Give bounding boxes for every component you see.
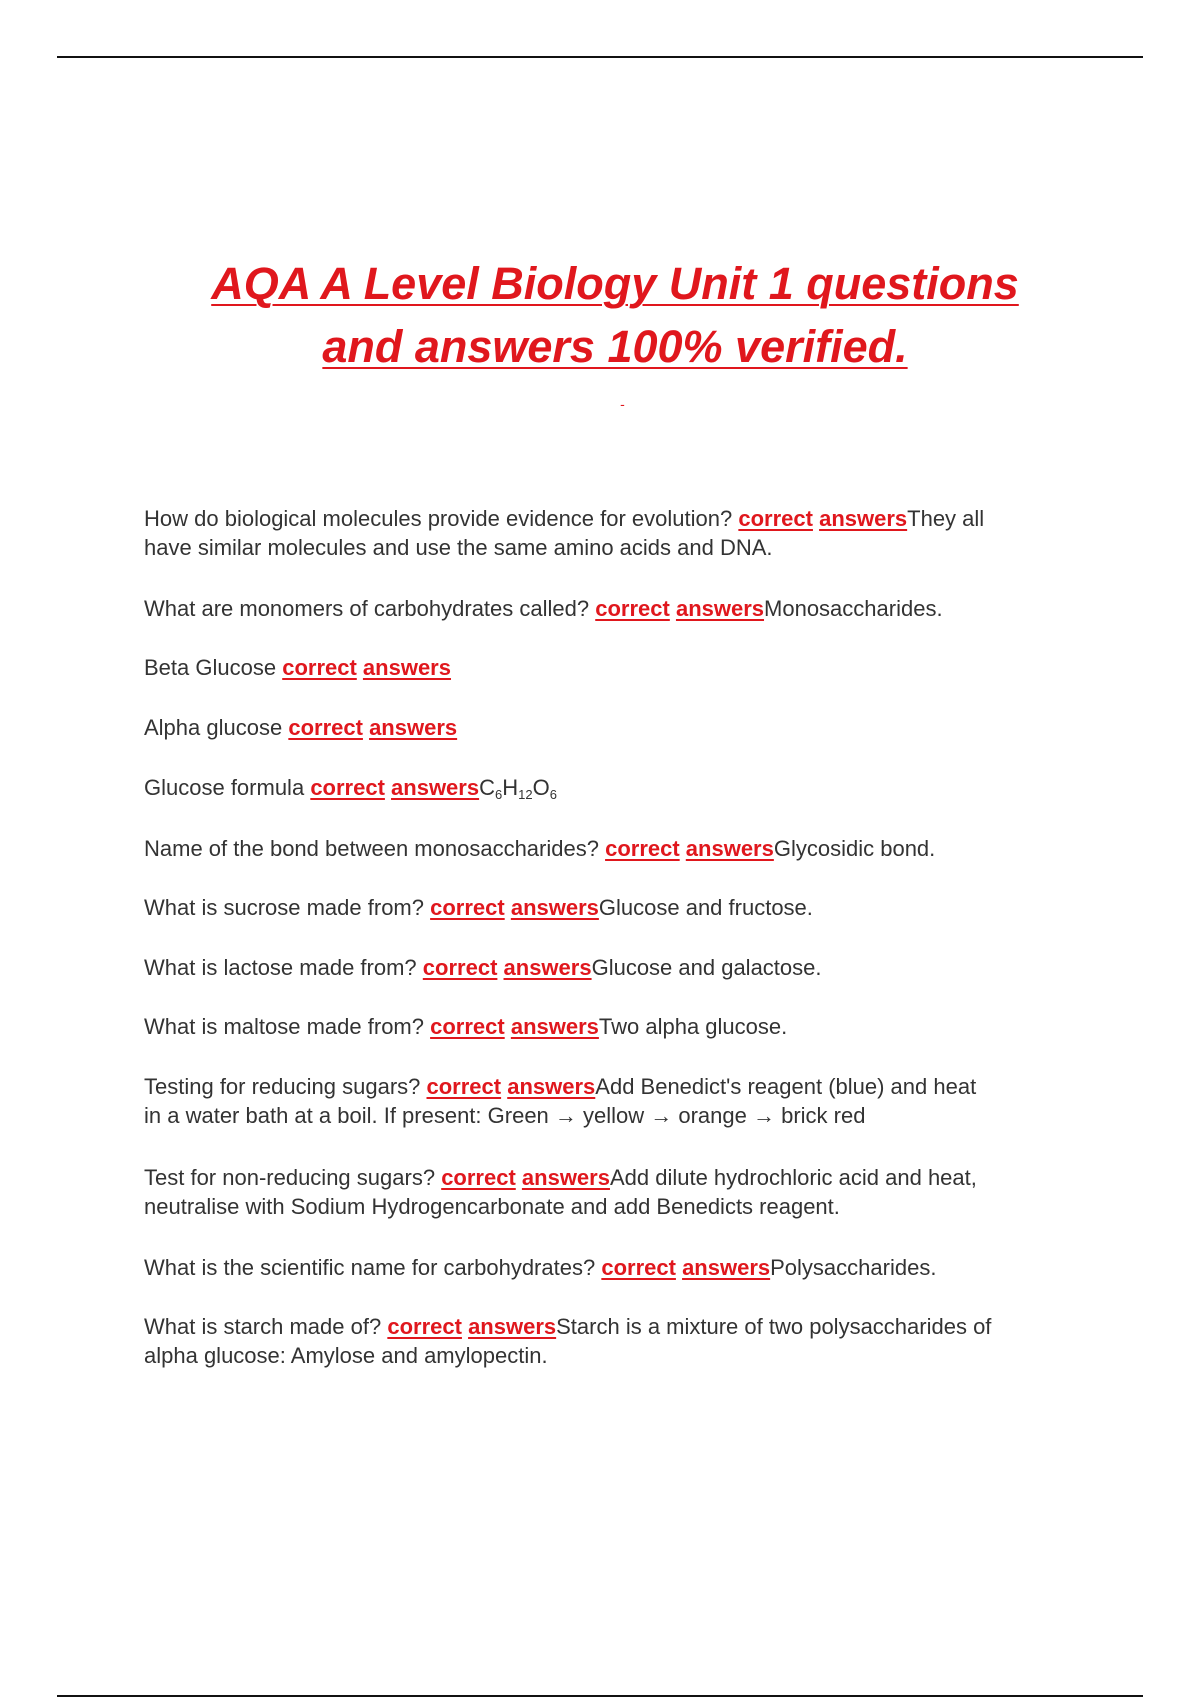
marker-answers: answers: [685, 836, 774, 861]
question-text: What is sucrose made from?: [144, 895, 424, 920]
marker-answers: answers: [682, 1255, 771, 1280]
marker-answers: answers: [510, 895, 599, 920]
marker-answers: answers: [819, 506, 908, 531]
answer-text: Starch is a mixture of two polysaccharides of: [556, 1314, 992, 1339]
glucose-formula: $C_6H_{12}O_6$: [479, 775, 557, 802]
qa-item: [144, 953, 1084, 982]
question-text: Alpha glucose: [144, 715, 283, 740]
marker-correct: correct: [738, 506, 813, 531]
marker-answers: answers: [362, 655, 451, 680]
marker-correct: correct: [595, 596, 670, 621]
qa-item: [144, 1312, 1084, 1370]
answer-text-continued: neutralise with Sodium Hydrogencarbonate and add Benedicts reagent.: [144, 1194, 840, 1219]
title-line-2: and answers 100% verified.: [322, 321, 908, 372]
marker-answers: answers: [503, 955, 592, 980]
question-text: What are monomers of carbohydrates called?: [144, 596, 590, 621]
answer-text: Polysaccharides.: [770, 1255, 937, 1280]
marker-correct: correct: [387, 1314, 462, 1339]
answer-text: Glycosidic bond.: [773, 836, 936, 861]
qa-item: [144, 653, 1084, 682]
marker-correct: correct: [426, 1074, 502, 1099]
qa-item: [144, 1072, 1084, 1130]
question-text: How do biological molecules provide evidence for evolution?: [144, 506, 733, 531]
marker-correct: correct: [430, 895, 505, 920]
document-title: [120, 252, 1110, 378]
marker-correct: correct: [282, 655, 357, 680]
title-line-1: AQA A Level Biology Unit 1 questions: [211, 258, 1019, 309]
question-text: What is maltose made from?: [144, 1014, 424, 1039]
title-separator: -: [620, 396, 625, 412]
top-rule: [57, 56, 1143, 58]
qa-item: [144, 504, 1084, 562]
answer-text: Add dilute hydrochloric acid and heat,: [609, 1165, 977, 1190]
answer-text: Add Benedict's reagent (blue) and heat: [595, 1074, 977, 1099]
answer-text-continued: alpha glucose: Amylose and amylopectin.: [144, 1343, 548, 1368]
answer-text-continued: in a water bath at a boil. If present: Green → yellow → orange → brick red: [144, 1103, 866, 1128]
answer-text: Glucose and fructose.: [598, 895, 813, 920]
marker-correct: correct: [288, 715, 363, 740]
question-text: Test for non-reducing sugars?: [144, 1165, 436, 1190]
qa-item: [144, 594, 1084, 623]
bottom-rule: [57, 1695, 1143, 1697]
answer-text: Monosaccharides.: [764, 596, 943, 621]
qa-item: [144, 713, 1084, 742]
qa-item: [144, 773, 1084, 802]
marker-answers: answers: [521, 1165, 610, 1190]
qa-item: [144, 893, 1084, 922]
answer-text: They all: [907, 506, 985, 531]
qa-item: [144, 1163, 1084, 1221]
answer-text-continued: have similar molecules and use the same amino acids and DNA.: [144, 535, 773, 560]
marker-correct: correct: [430, 1014, 505, 1039]
marker-answers: answers: [675, 596, 765, 621]
marker-answers: answers: [468, 1314, 557, 1339]
marker-answers: answers: [507, 1074, 596, 1099]
marker-correct: correct: [441, 1165, 516, 1190]
answer-text: Two alpha glucose.: [598, 1014, 788, 1039]
question-text: Beta Glucose: [144, 655, 277, 680]
qa-item: [144, 1253, 1084, 1282]
marker-correct: correct: [422, 955, 498, 980]
question-text: Glucose formula: [144, 775, 305, 800]
qa-item: [144, 834, 1084, 863]
question-text: Name of the bond between monosaccharides?: [144, 836, 599, 861]
question-text: What is starch made of?: [144, 1314, 382, 1339]
question-text: Testing for reducing sugars?: [144, 1074, 421, 1099]
marker-correct: correct: [605, 836, 680, 861]
qa-item: [144, 1012, 1084, 1041]
marker-correct: correct: [601, 1255, 676, 1280]
answer-text: Glucose and galactose.: [591, 955, 822, 980]
question-text: What is the scientific name for carbohydrates?: [144, 1255, 596, 1280]
marker-correct: correct: [310, 775, 385, 800]
question-text: What is lactose made from?: [144, 955, 417, 980]
marker-answers: answers: [369, 715, 458, 740]
marker-answers: answers: [510, 1014, 599, 1039]
marker-answers: answers: [391, 775, 480, 800]
